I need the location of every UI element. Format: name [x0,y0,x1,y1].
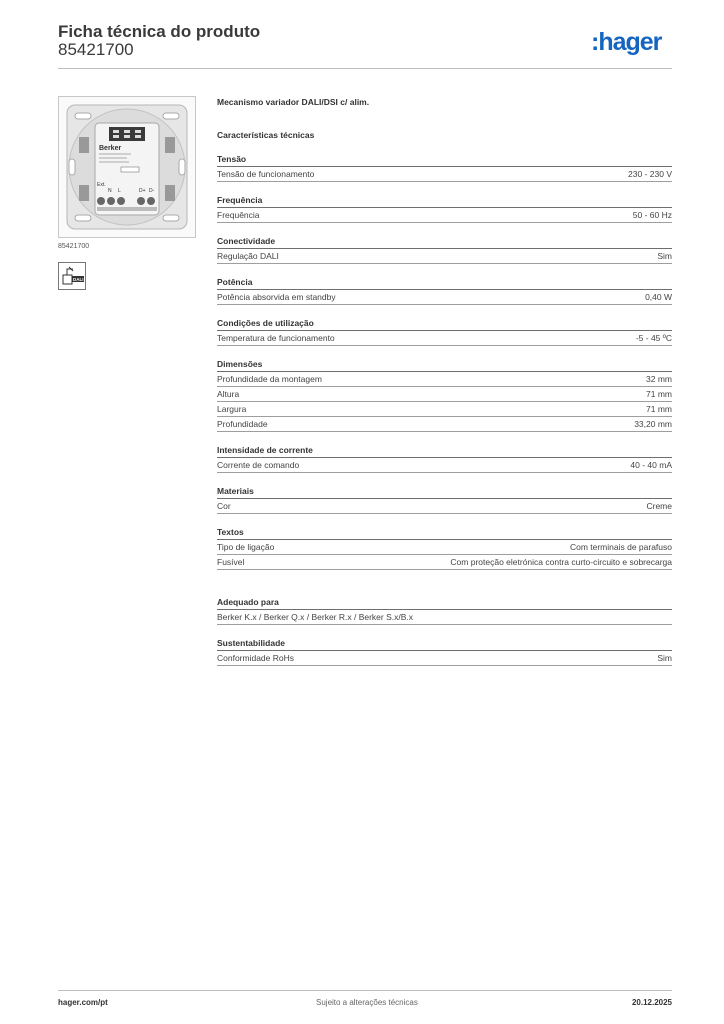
group-title: Condições de utilização [217,317,672,331]
spec-row: Profundidade 33,20 mm [217,417,672,432]
spec-row: Potência absorvida em standby 0,40 W [217,290,672,305]
spec-row: Cor Creme [217,499,672,514]
spec-content [217,96,672,666]
svg-text:DALI: DALI [73,277,84,282]
group-dimensoes [217,358,672,432]
footer-date: 20.12.2025 [631,998,672,1007]
spec-row: Largura 71 mm [217,402,672,417]
group-materiais [217,485,672,514]
product-code: 85421700 [58,40,134,59]
dali-icon [58,262,86,290]
group-title: Frequência [217,194,672,208]
group-title: Conectividade [217,235,672,249]
group-adequado [217,596,672,625]
svg-text:L: L [118,188,121,194]
group-textos [217,526,672,570]
header-divider [58,68,672,69]
svg-text:D-: D- [149,188,155,194]
page-title: Ficha técnica do produto [58,22,261,41]
group-title: Tensão [217,153,672,167]
group-title: Adequado para [217,596,672,610]
brand-label: Berker [99,145,122,152]
spec-row: Fusível Com proteção eletrónica contra curto-circuito e sobrecarga [217,555,672,570]
section-heading: Características técnicas [217,130,315,140]
group-conectividade [217,235,672,264]
photo-caption: 85421700 [58,243,90,250]
group-frequencia [217,194,672,223]
group-title: Dimensões [217,358,672,372]
spec-row: Frequência 50 - 60 Hz [217,208,672,223]
spec-row: Corrente de comando 40 - 40 mA [217,458,672,473]
product-name: Mecanismo variador DALI/DSI c/ alim. [217,97,370,107]
footer-website-link[interactable]: hager.com/pt [58,998,108,1007]
spec-row: Conformidade RoHs Sim [217,651,672,666]
group-title: Intensidade de corrente [217,444,672,458]
group-title: Sustentabilidade [217,637,672,651]
hager-logo: :hager [591,28,662,56]
group-title: Materiais [217,485,672,499]
spec-row: Temperatura de funcionamento -5 - 45 ºC [217,331,672,346]
footer-divider [58,990,672,991]
group-condicoes [217,317,672,346]
spec-row: Altura 71 mm [217,387,672,402]
group-intensidade [217,444,672,473]
group-title: Potência [217,276,672,290]
svg-text:Ext.: Ext. [97,182,106,188]
group-potencia [217,276,672,305]
spec-row: Tensão de funcionamento 230 - 230 V [217,167,672,182]
spec-row: Regulação DALI Sim [217,249,672,264]
svg-text:N: N [108,188,112,194]
spec-row: Tipo de ligação Com terminais de parafuso [217,540,672,555]
svg-text:D+: D+ [139,188,146,194]
group-tensao [217,153,672,182]
footer-note: Sujeito a alterações técnicas [316,998,418,1007]
group-sustentabilidade [217,637,672,666]
spec-row: Profundidade da montagem 32 mm [217,372,672,387]
group-title: Textos [217,526,672,540]
product-photo [58,96,196,238]
spec-row: Berker K.x / Berker Q.x / Berker R.x / Berker S.x/B.x [217,610,672,625]
